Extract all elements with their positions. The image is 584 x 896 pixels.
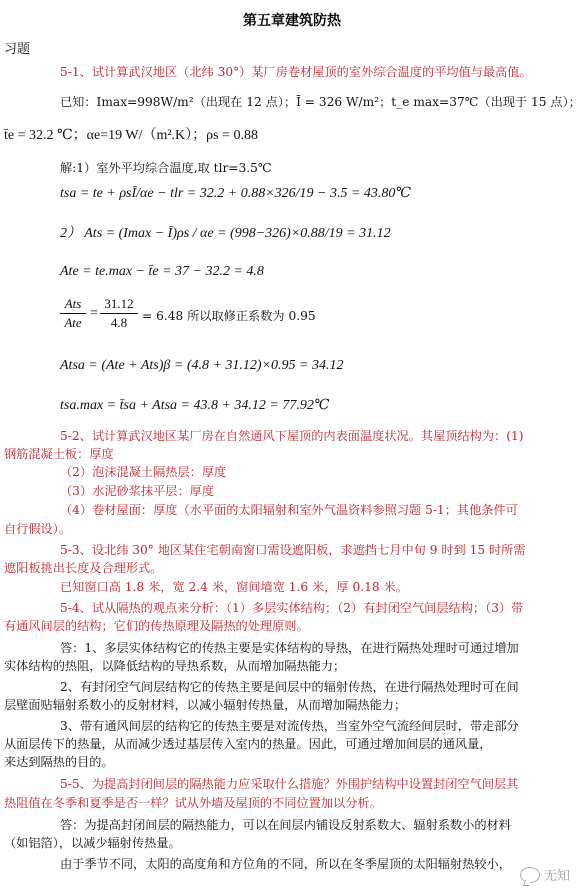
question-5-2-line-4: （3）水泥砂浆抹平层：厚度: [60, 484, 215, 498]
watermark: [520, 865, 570, 884]
fraction-value-numerator: 31.12: [104, 296, 134, 311]
fraction-values: [100, 296, 138, 331]
answer-5-4-line-1: 答：1、多层实体结构它的传热主要是实体结构的导热，在进行隔热处理时可通过增加: [60, 641, 519, 655]
formula-tsa-max: tsa.max = t̄sa + Atsa = 43.8 + 34.12 = 77.92℃: [60, 398, 330, 413]
fraction-value-denominator: 4.8: [110, 315, 128, 330]
question-5-4-line-1: 5-4、试从隔热的观点来分析：（1）多层实体结构；（2）有封闭空气间层结构；（3）带: [60, 601, 524, 615]
chapter-title: 第五章建筑防热: [243, 13, 341, 29]
answer-5-4-line-3: 2、有封闭空气间层结构它的传热主要是间层中的辐射传热，在进行隔热处理时可在间: [60, 680, 519, 694]
question-5-2-line-6: 自行假设）。: [4, 522, 72, 536]
section-heading: 习题: [4, 42, 31, 57]
watermark-text: 无知: [543, 869, 570, 884]
question-5-2-line-5: （4）卷材屋面：厚度（水平面的太阳辐射和室外气温资料参照习题 5-1；其他条件可: [60, 503, 518, 517]
correction-factor-note: = 6.48 所以取修正系数为 0.95: [142, 309, 316, 323]
formula-ate: Ate = te.max − t̄e = 37 − 32.2 = 4.8: [60, 264, 264, 279]
answer-5-5-line-1: 答：为提高封闭间层的隔热能力，可以在间层内铺设反射系数大、辐射系数小的材料: [60, 818, 511, 832]
question-5-2-line-3: （2）泡沫混凝土隔热层：厚度: [60, 465, 227, 479]
answer-5-4-line-2: 实体结构的热阻，以降低结构的导热系数，从而增加隔热能力；: [4, 659, 346, 673]
question-5-2-line-1: 5-2、试计算武汉地区某厂房在自然通风下屋顶的内表面温度状况。其屋顶结构为：(1): [60, 429, 524, 443]
question-5-1: 5-1、试计算武汉地区（北纬 30°）某厂房卷材屋顶的室外综合温度的平均值与最高值。: [60, 65, 532, 79]
question-5-3-line-2: 遮阳板挑出长度及合理形式。: [4, 561, 163, 575]
formula-tsa: tsa = te + ρsĪ/αe − tlr = 32.2 + 0.88×326/19 − 3.5 = 43.80℃: [60, 186, 412, 201]
formula-atsa: Atsa = (Ate + Ats)β = (4.8 + 31.12)×0.95 = 34.12: [60, 358, 344, 373]
question-5-2-line-2: 钢筋混凝土板：厚度: [4, 447, 114, 461]
answer-5-5-line-2: （如铝箔），以减少辐射传热量。: [4, 836, 181, 850]
formula-ats: 2） Ats = (Imax − Ī)ρs / αe = (998−326)×0.88/19 = 31.12: [60, 226, 391, 241]
question-5-5-line-2: 热阻值在冬季和夏季是否一样？试从外墙及屋顶的不同位置加以分析。: [4, 796, 382, 810]
answer-5-4-line-5: 3、带有通风间层的结构它的传热主要是对流传热，当室外空气流经间层时，带走部分: [60, 719, 519, 733]
fraction-bar: [60, 313, 86, 314]
fraction-denominator: Ate: [64, 315, 82, 330]
solution-step-1: 解:1）室外平均综合温度,取 tlr=3.5℃: [60, 161, 272, 175]
given-line-2: t̄e = 32.2 ℃；αe=19 W/（m².K）；ρs = 0.88: [4, 128, 258, 143]
fraction-ats-ate: [60, 296, 86, 331]
given-line-1: 已知：Imax=998W/m²（出现在 12 点）；Ī = 326 W/m²；t_e max=37℃（出现于 15 点）；: [60, 95, 581, 109]
answer-5-4-line-6: 从面层传下的热量，从而减少透过基层传入室内的热量。因此，可通过增加间层的通风量，: [4, 737, 492, 751]
fraction-value-bar: [100, 313, 138, 314]
answer-5-4-line-4: 层壁面贴辐射系数小的反射材料，以减小辐射传热量，从而增加隔热能力；: [4, 698, 407, 712]
question-5-5-line-1: 5-5、为提高封闭间层的隔热能力应采取什么措施？外围护结构中设置封闭空气间层其: [60, 777, 519, 791]
question-5-4-line-2: 有通风间层的结构；它们的传热原理及隔热的处理原则。: [4, 619, 309, 633]
equals-sign: =: [90, 306, 98, 321]
answer-5-4-line-7: 来达到隔热的目的。: [4, 755, 114, 769]
question-5-3-line-3: 已知窗口高 1.8 米，宽 2.4 米，窗间墙宽 1.6 米，厚 0.18 米。: [60, 580, 408, 594]
fraction-numerator: Ats: [64, 296, 82, 311]
answer-5-5-line-3: 由于季节不同，太阳的高度角和方位角的不同，所以在冬季屋顶的太阳辐射热较小，: [60, 857, 511, 871]
question-5-3-line-1: 5-3、设北纬 30° 地区某住宅朝南窗口需设遮阳板，求遮挡七月中旬 9 时到 15 时所需: [60, 543, 526, 557]
chat-bubble-icon: [520, 867, 540, 883]
